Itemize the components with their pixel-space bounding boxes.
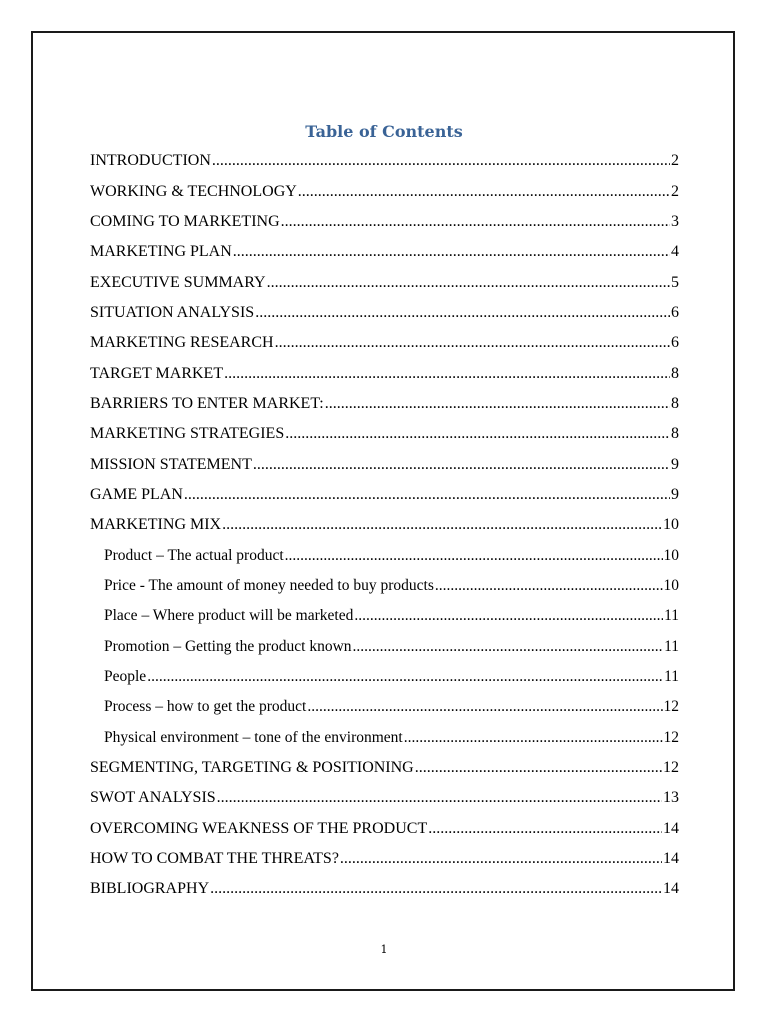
toc-entry-label: SITUATION ANALYSIS — [90, 303, 255, 321]
toc-entry-label: MISSION STATEMENT — [90, 455, 252, 473]
toc-dot-leader — [353, 632, 664, 662]
toc-entry-label: Physical environment – tone of the environment — [104, 728, 403, 746]
toc-subentry-physical-environment[interactable] — [90, 723, 679, 753]
toc-entry-label: OVERCOMING WEAKNESS OF THE PRODUCT — [90, 819, 428, 837]
toc-entry-label: HOW TO COMBAT THE THREATS? — [90, 850, 339, 868]
toc-entry-page: 11 — [664, 668, 679, 686]
toc-dot-leader — [404, 723, 663, 753]
toc-dot-leader — [428, 814, 662, 844]
toc-entry-page: 14 — [663, 819, 679, 837]
toc-entry-marketing-plan[interactable] — [90, 237, 679, 267]
toc-dot-leader — [354, 601, 663, 631]
toc-entry-page: 10 — [663, 576, 679, 594]
toc-entry-overcoming-weakness[interactable] — [90, 814, 679, 844]
toc-entry-introduction[interactable] — [90, 146, 679, 176]
toc-entry-label: WORKING & TECHNOLOGY — [90, 182, 297, 200]
toc-entry-page: 4 — [671, 243, 679, 261]
toc-entry-label: COMING TO MARKETING — [90, 212, 280, 230]
toc-dot-leader — [285, 541, 663, 571]
toc-entry-label: Product – The actual product — [104, 546, 284, 564]
toc-entry-page: 10 — [663, 516, 679, 534]
toc-entry-page: 12 — [663, 759, 679, 777]
toc-entry-page: 12 — [663, 728, 679, 746]
toc-subentry-promotion[interactable] — [90, 632, 679, 662]
toc-entry-label: SWOT ANALYSIS — [90, 789, 216, 807]
toc-entry-label: GAME PLAN — [90, 485, 183, 503]
toc-entry-label: Price - The amount of money needed to buy products — [104, 576, 434, 594]
toc-subentry-place[interactable] — [90, 601, 679, 631]
toc-entry-page: 11 — [664, 607, 679, 625]
toc-entry-page: 9 — [671, 455, 679, 473]
toc-entry-label: Place – Where product will be marketed — [104, 607, 354, 625]
toc-entry-label: BIBLIOGRAPHY — [90, 880, 210, 898]
toc-entry-label: BARRIERS TO ENTER MARKET: — [90, 394, 324, 412]
toc-dot-leader — [255, 298, 670, 328]
page-number: 1 — [380, 943, 388, 956]
toc-dot-leader — [415, 753, 662, 783]
toc-dot-leader — [435, 571, 663, 601]
toc-dot-leader — [222, 510, 662, 540]
toc-entry-swot-analysis[interactable] — [90, 783, 679, 813]
toc-entry-segmenting[interactable] — [90, 753, 679, 783]
toc-entry-page: 2 — [671, 182, 679, 200]
toc-entry-page: 5 — [671, 273, 679, 291]
toc-entry-bibliography[interactable] — [90, 874, 679, 904]
toc-list — [90, 146, 679, 905]
toc-entry-executive-summary[interactable] — [90, 267, 679, 297]
toc-dot-leader — [212, 146, 670, 176]
toc-entry-barriers[interactable] — [90, 389, 679, 419]
toc-entry-coming-to-marketing[interactable] — [90, 207, 679, 237]
toc-entry-page: 11 — [664, 637, 679, 655]
toc-dot-leader — [224, 359, 670, 389]
toc-entry-page: 14 — [663, 880, 679, 898]
toc-entry-mission-statement[interactable] — [90, 449, 679, 479]
toc-subentry-people[interactable] — [90, 662, 679, 692]
toc-dot-leader — [253, 450, 670, 480]
toc-subentry-process[interactable] — [90, 692, 679, 722]
toc-entry-label: EXECUTIVE SUMMARY — [90, 273, 266, 291]
toc-dot-leader — [340, 844, 662, 874]
toc-entry-combat-threats[interactable] — [90, 844, 679, 874]
toc-dot-leader — [217, 783, 662, 813]
toc-entry-label: TARGET MARKET — [90, 364, 224, 382]
toc-entry-label: MARKETING PLAN — [90, 243, 232, 261]
toc-entry-page: 6 — [671, 334, 679, 352]
toc-dot-leader — [307, 692, 662, 722]
toc-dot-leader — [325, 389, 670, 419]
toc-entry-page: 6 — [671, 303, 679, 321]
toc-dot-leader — [298, 177, 670, 207]
toc-entry-working-technology[interactable] — [90, 176, 679, 206]
toc-entry-page: 3 — [671, 212, 679, 230]
toc-dot-leader — [210, 874, 662, 904]
toc-subentry-product[interactable] — [90, 540, 679, 570]
toc-entry-page: 12 — [663, 698, 679, 716]
toc-entry-marketing-strategies[interactable] — [90, 419, 679, 449]
toc-entry-label: Process – how to get the product — [104, 698, 307, 716]
toc-dot-leader — [275, 328, 670, 358]
toc-entry-label: MARKETING STRATEGIES — [90, 425, 285, 443]
toc-entry-page: 8 — [671, 364, 679, 382]
toc-entry-page: 10 — [663, 546, 679, 564]
toc-title: Table of Contents — [305, 122, 463, 141]
toc-entry-page: 14 — [663, 850, 679, 868]
toc-entry-target-market[interactable] — [90, 358, 679, 388]
toc-dot-leader — [267, 268, 670, 298]
toc-entry-page: 8 — [671, 394, 679, 412]
toc-dot-leader — [233, 237, 670, 267]
toc-entry-marketing-mix[interactable] — [90, 510, 679, 540]
toc-entry-page: 8 — [671, 425, 679, 443]
toc-entry-page: 13 — [663, 789, 679, 807]
toc-dot-leader — [184, 480, 670, 510]
toc-entry-page: 2 — [671, 152, 679, 170]
toc-entry-label: Promotion – Getting the product known — [104, 637, 352, 655]
toc-entry-page: 9 — [671, 485, 679, 503]
toc-entry-label: People — [104, 668, 147, 686]
toc-entry-situation-analysis[interactable] — [90, 298, 679, 328]
toc-entry-label: SEGMENTING, TARGETING & POSITIONING — [90, 759, 414, 777]
toc-entry-label: INTRODUCTION — [90, 152, 211, 170]
toc-dot-leader — [147, 662, 663, 692]
toc-dot-leader — [285, 419, 670, 449]
toc-entry-marketing-research[interactable] — [90, 328, 679, 358]
toc-dot-leader — [281, 207, 670, 237]
toc-subentry-price[interactable] — [90, 571, 679, 601]
toc-entry-game-plan[interactable] — [90, 480, 679, 510]
toc-entry-label: MARKETING MIX — [90, 516, 222, 534]
toc-entry-label: MARKETING RESEARCH — [90, 334, 274, 352]
